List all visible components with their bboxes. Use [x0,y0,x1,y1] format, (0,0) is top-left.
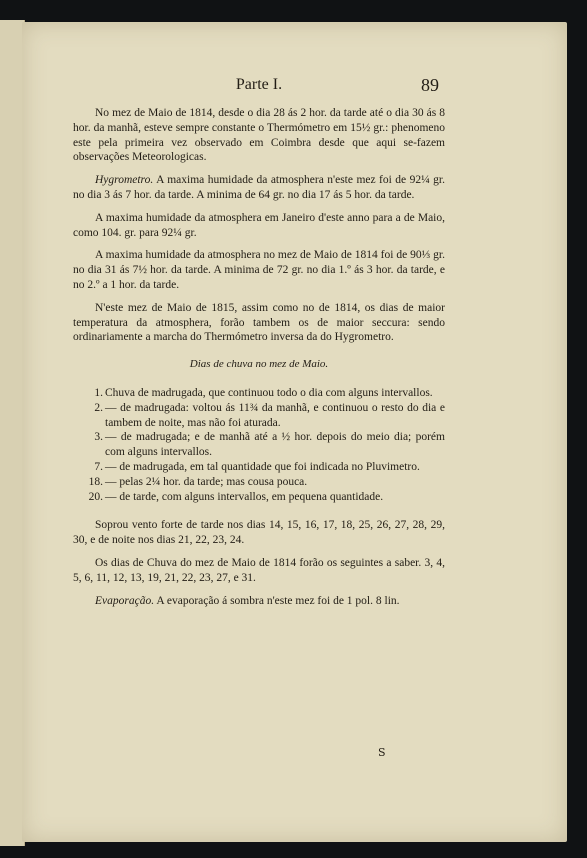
page-title: Parte I. [235,76,283,93]
paragraph-humidity-january: A maxima humidade da atmosphera em Janeiro d'este anno para a de Maio, como 104. gr. para 92¼ gr. [73,211,445,239]
item-number: 3. [94,431,103,444]
item-text: — de tarde, com alguns intervallos, em pequena quantidade. [105,490,384,503]
item-text: Chuva de madrugada, que continuou todo o dia com alguns intervallos. [105,386,433,399]
list-item [73,490,445,505]
running-header [73,75,445,106]
paragraph-rain-summary: Os dias de Chuva do mez de Maio de 1814 forão os seguintes a saber. 3, 4, 5, 6, 11, 12, 13, 19, 21, 22, 23, 27, e 31. [73,556,445,584]
list-item [73,401,445,431]
rain-days-list [73,386,445,504]
item-number: 20. [88,490,103,503]
paragraph-hygrometer [73,173,445,203]
section-title-rain-days: Dias de chuva no mez de Maio. [189,358,329,371]
paragraph-temperature-dryness: N'este mez de Maio de 1815, assim como no de 1814, os dias de maior temperatura da atmosphera, forão tambem os de maior seccura: sendo ordinariamente a marcha do Thermómetro inversa da do Hygrometro. [73,301,445,344]
item-text: — pelas 2¼ hor. da tarde; mas cousa pouca. [105,475,308,488]
evaporation-text: A evaporação á sombra n'este mez foi de 1 pol. 8 lin. [154,594,400,607]
list-item [73,386,445,401]
paragraph-thermometer: No mez de Maio de 1814, desde o dia 28 ás 2 hor. da tarde até o dia 30 ás 8 hor. da manhã, esteve sempre constante o Thermómetro em 15½ gr.: phenomeno este pela primeira vez observado em Coimbra desde que aqui se-fazem observações Meteorologicas. [73,107,445,164]
item-number: 7. [94,460,103,473]
item-number: 1. [94,386,103,399]
paragraph-humidity-1814: A maxima humidade da atmosphera no mez de Maio de 1814 foi de 90⅓ gr. no dia 31 ás 7½ hor. da tarde. A minima de 72 gr. no dia 1.º ás 3 hor. da tarde, e no 2.º a 1 hor. da tarde. [73,249,445,291]
page-number: 89 [421,75,439,95]
item-text: — de madrugada, em tal quantidade que foi indicada no Pluvimetro. [105,460,420,473]
page-content [73,75,445,608]
list-item [73,460,445,475]
paragraph-evaporation [73,594,445,609]
item-text: — de madrugada: voltou ás 11¾ da manhã, e continuou o resto do dia e tambem de noite, mas não foi aturada. [105,401,445,429]
list-item [73,430,445,460]
paragraph-wind: Soprou vento forte de tarde nos dias 14, 15, 16, 17, 18, 25, 26, 27, 28, 29, 30, e de noite nos dias 21, 22, 23, 24. [73,519,445,547]
list-item [73,475,445,490]
item-number: 2. [94,401,103,414]
signature-mark: S [378,746,386,759]
item-number: 18. [88,475,103,488]
hygrometer-label: Hygrometro. [95,174,154,187]
item-text: — de madrugada; e de manhã até a ½ hor. depois do meio dia; porém com alguns intervallos. [105,431,445,459]
hygrometer-text: A maxima humidade da atmosphera n'este mez foi de 92¼ gr. no dia 3 ás 7 hor. da tarde. A minima de 64 gr. no dia 17 ás 5 hor. da tarde. [73,174,445,201]
evaporation-label: Evaporação. [95,594,155,607]
